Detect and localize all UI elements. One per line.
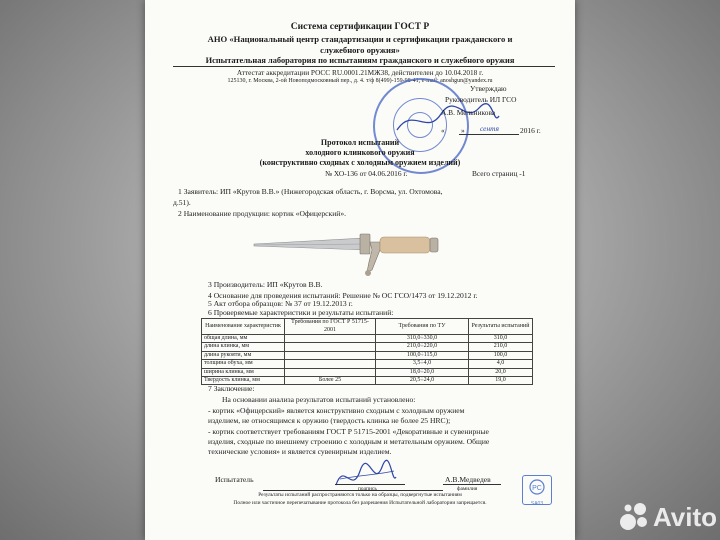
table-cell: 100,0÷115,0 xyxy=(376,351,469,359)
table-cell: 20,5÷24,0 xyxy=(376,377,469,385)
tester-name: А.В.Медведев xyxy=(445,475,491,484)
table-row xyxy=(202,343,533,351)
laboratory-title: Испытательная лаборатория по испытаниям гражданского и служебного оружия xyxy=(205,56,515,65)
header-divider xyxy=(173,66,555,67)
svg-text:РС: РС xyxy=(532,485,542,492)
table-row xyxy=(202,360,533,368)
table-cell: 4,0 xyxy=(469,360,533,368)
approval-label: Утверждаю xyxy=(470,84,507,93)
signature-line xyxy=(335,484,405,485)
avito-watermark: Avito xyxy=(653,502,718,532)
applicant-line-1: 1 Заявитель: ИП «Крутов В.В.» (Нижегородская область, г. Ворсма, ул. Охтомова, xyxy=(178,187,443,196)
table-cell: ширина клинка, мм xyxy=(202,368,285,376)
certificate-document xyxy=(145,0,575,540)
sampling-act: 5 Акт отбора образцов: № 37 от 19.12.2013 г. xyxy=(208,299,353,308)
table-header: Результаты испытаний xyxy=(469,319,533,335)
tester-role: Испытатель xyxy=(215,475,254,484)
product-name: 2 Наименование продукции: кортик «Офицерский». xyxy=(178,209,347,218)
accreditation-line: Аттестат аккредитации РОСС RU.0001.21МЖ38, действителен до 10.04.2018 г. xyxy=(236,68,484,77)
table-row xyxy=(202,335,533,343)
signature-caption: подпись xyxy=(358,486,377,492)
table-cell: 19,0 xyxy=(469,377,533,385)
table-cell: 3,5÷4,0 xyxy=(376,360,469,368)
table-cell xyxy=(285,368,376,376)
table-header-row xyxy=(202,319,533,335)
manufacturer: 3 Производитель: ИП «Крутов В.В. xyxy=(208,280,323,289)
table-cell: 18,0÷20,0 xyxy=(376,368,469,376)
table-cell xyxy=(285,351,376,359)
results-table xyxy=(201,318,533,385)
table-cell xyxy=(285,360,376,368)
approval-date-open: « xyxy=(441,126,445,135)
table-cell: общая длина, мм xyxy=(202,335,285,343)
approval-date-year: 2016 г. xyxy=(520,126,541,135)
table-cell: 310,0 xyxy=(469,335,533,343)
conclusion-line: изделия, сходные по внешнему строению с холодным и метательным оружием. Общие xyxy=(208,437,490,446)
conclusion-intro: На основании анализа результатов испытаний установлено: xyxy=(222,395,416,404)
badge-code: SA03 xyxy=(530,501,544,507)
page-count: Всего страниц -1 xyxy=(472,169,526,178)
conclusion-line: технические условия» и является сувенирным изделием. xyxy=(208,447,392,456)
table-cell: толщина обуха, мм xyxy=(202,360,285,368)
conclusion-line: - кортик «Офицерский» является конструктивно сходным с холодным оружием xyxy=(208,406,465,415)
conclusion-line: - кортик соответствует требованиям ГОСТ Р 51715-2001 «Декоративные и сувенирные xyxy=(208,427,489,436)
address-line: 125130, г. Москва, 2-ой Новоподмосковный пер., д. 4. т/ф 8(499)-159-98-41, e-mail: anoshgun@yandex.ru xyxy=(227,78,493,84)
table-cell: Более 25 xyxy=(285,377,376,385)
table-cell: 20,0 xyxy=(469,368,533,376)
table-header: Наименование характеристик xyxy=(202,319,285,335)
table-row xyxy=(202,368,533,376)
table-cell: 210,0÷220,0 xyxy=(376,343,469,351)
name-caption: фамилия xyxy=(457,486,478,492)
characteristics-heading: 6 Проверяемые характеристики и результаты испытаний: xyxy=(208,308,394,317)
applicant-line-2: д.51). xyxy=(173,198,191,207)
organization-line-1: АНО «Национальный центр стандартизации и сертификации гражданского и xyxy=(207,34,513,44)
table-cell: длина клинка, мм xyxy=(202,343,285,351)
table-header: Требования по ГОСТ Р 51715-2001 xyxy=(285,319,376,335)
table-cell: 100,0 xyxy=(469,351,533,359)
protocol-subtitle: холодного клинкового оружия xyxy=(305,148,415,157)
table-cell: длина рукояти, мм xyxy=(202,351,285,359)
table-cell: 210,0 xyxy=(469,343,533,351)
table-cell: Твердость клинка, мм xyxy=(202,377,285,385)
avito-logo-icon xyxy=(618,500,652,534)
date-underline xyxy=(459,134,519,135)
table-header: Требования по ТУ xyxy=(376,319,469,335)
footer-line-2: Полное или частичное перепечатывание протокола без разрешения Испытательной лаборатории запрещается. xyxy=(233,500,487,506)
conclusion-line: изделием, не относящимся к оружию (твердость клинка не более 25 HRC); xyxy=(208,416,451,425)
footer-line-1: Результаты испытаний распространяются только на образцы, подвергнутые испытаниям xyxy=(258,492,462,498)
table-cell xyxy=(285,335,376,343)
dirk-image xyxy=(248,210,478,280)
organization-title xyxy=(145,34,575,56)
footer-divider xyxy=(263,490,443,491)
test-basis: 4 Основание для проведения испытаний: Решение № ОС ГСО/1473 от 19.12.2012 г. xyxy=(208,291,478,300)
approval-role: Руководитель ИЛ ГСО xyxy=(445,95,517,104)
approval-date-close: » xyxy=(461,126,465,135)
name-line xyxy=(443,484,501,485)
table-cell xyxy=(285,343,376,351)
protocol-subtitle-2: (конструктивно сходных с холодным оружием изделий) xyxy=(259,158,461,167)
approval-date-month: сентя xyxy=(480,124,499,133)
approval-name: А.В. Мельникова xyxy=(441,108,496,117)
conclusion-heading: 7 Заключение: xyxy=(208,384,255,393)
table-cell: 310,0÷330,0 xyxy=(376,335,469,343)
system-title: Система сертификации ГОСТ Р xyxy=(290,22,430,32)
organization-line-2: служебного оружия» xyxy=(320,45,400,55)
protocol-number: № ХО-136 от 04.06.2016 г. xyxy=(325,169,408,178)
table-row xyxy=(202,351,533,359)
protocol-title: Протокол испытаний xyxy=(320,138,400,147)
